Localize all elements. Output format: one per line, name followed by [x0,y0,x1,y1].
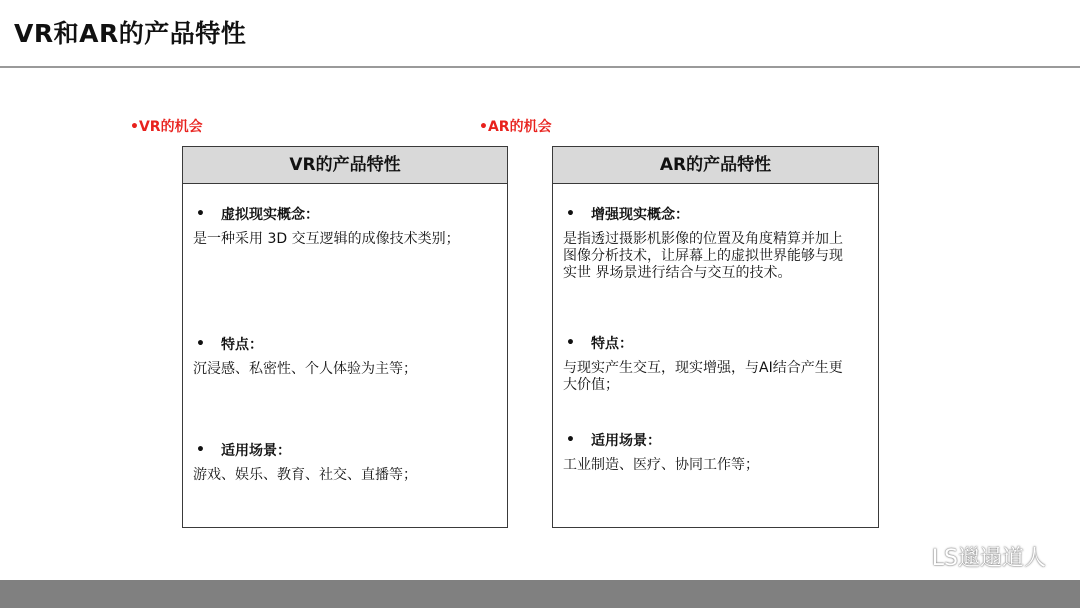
title-divider [0,66,1080,68]
ar-panel-header: AR的产品特性 [553,147,878,184]
slide-title: VR和AR的产品特性 [14,19,247,48]
bullet-point: • [566,206,575,222]
vr-concept-heading: 虚拟现实概念： [221,207,319,223]
ar-section-features [553,333,878,394]
vr-opportunity-label: •VR的机会 [130,119,203,135]
vr-concept-text: 是一种采用 3D 交互逻辑的成像技术类别； [193,231,460,247]
ar-features-text: 与现实产生交互，现实增强，与AI结合产生更大价值； [563,360,843,393]
bullet-point: • [196,336,205,352]
vr-section-features [183,334,507,378]
ar-section-concept [553,204,878,282]
bullet-point: • [566,335,575,351]
vr-section-scenarios [183,440,507,484]
ar-opportunity-label: •AR的机会 [479,119,552,135]
bullet-point: • [196,442,205,458]
ar-scenarios-heading: 适用场景： [591,433,661,449]
vr-scenarios-text: 游戏、娱乐、教育、社交、直播等； [193,467,417,483]
ar-concept-text: 是指透过摄影机影像的位置及角度精算并加上图像分析技术，让屏幕上的虚拟世界能够与现实世 界场景进行结合与交互的技术。 [563,231,843,281]
vr-feature-panel [182,146,508,528]
bullet-point: • [566,432,575,448]
footer-bar [0,580,1080,608]
ar-feature-panel [552,146,879,528]
ar-scenarios-text: 工业制造、医疗、协同工作等； [563,457,759,473]
ar-section-scenarios [553,430,878,474]
bullet-point: • [196,206,205,222]
vr-features-text: 沉浸感、私密性、个人体验为主等； [193,361,417,377]
vr-panel-header: VR的产品特性 [183,147,507,184]
watermark [894,540,1046,572]
wechat-icon [894,540,924,572]
vr-features-heading: 特点： [221,337,263,353]
vr-section-concept [183,204,507,248]
ar-features-heading: 特点： [591,336,633,352]
vr-scenarios-heading: 适用场景： [221,443,291,459]
watermark-text: LS邋遢道人 [931,545,1046,571]
ar-concept-heading: 增强现实概念： [591,207,689,223]
